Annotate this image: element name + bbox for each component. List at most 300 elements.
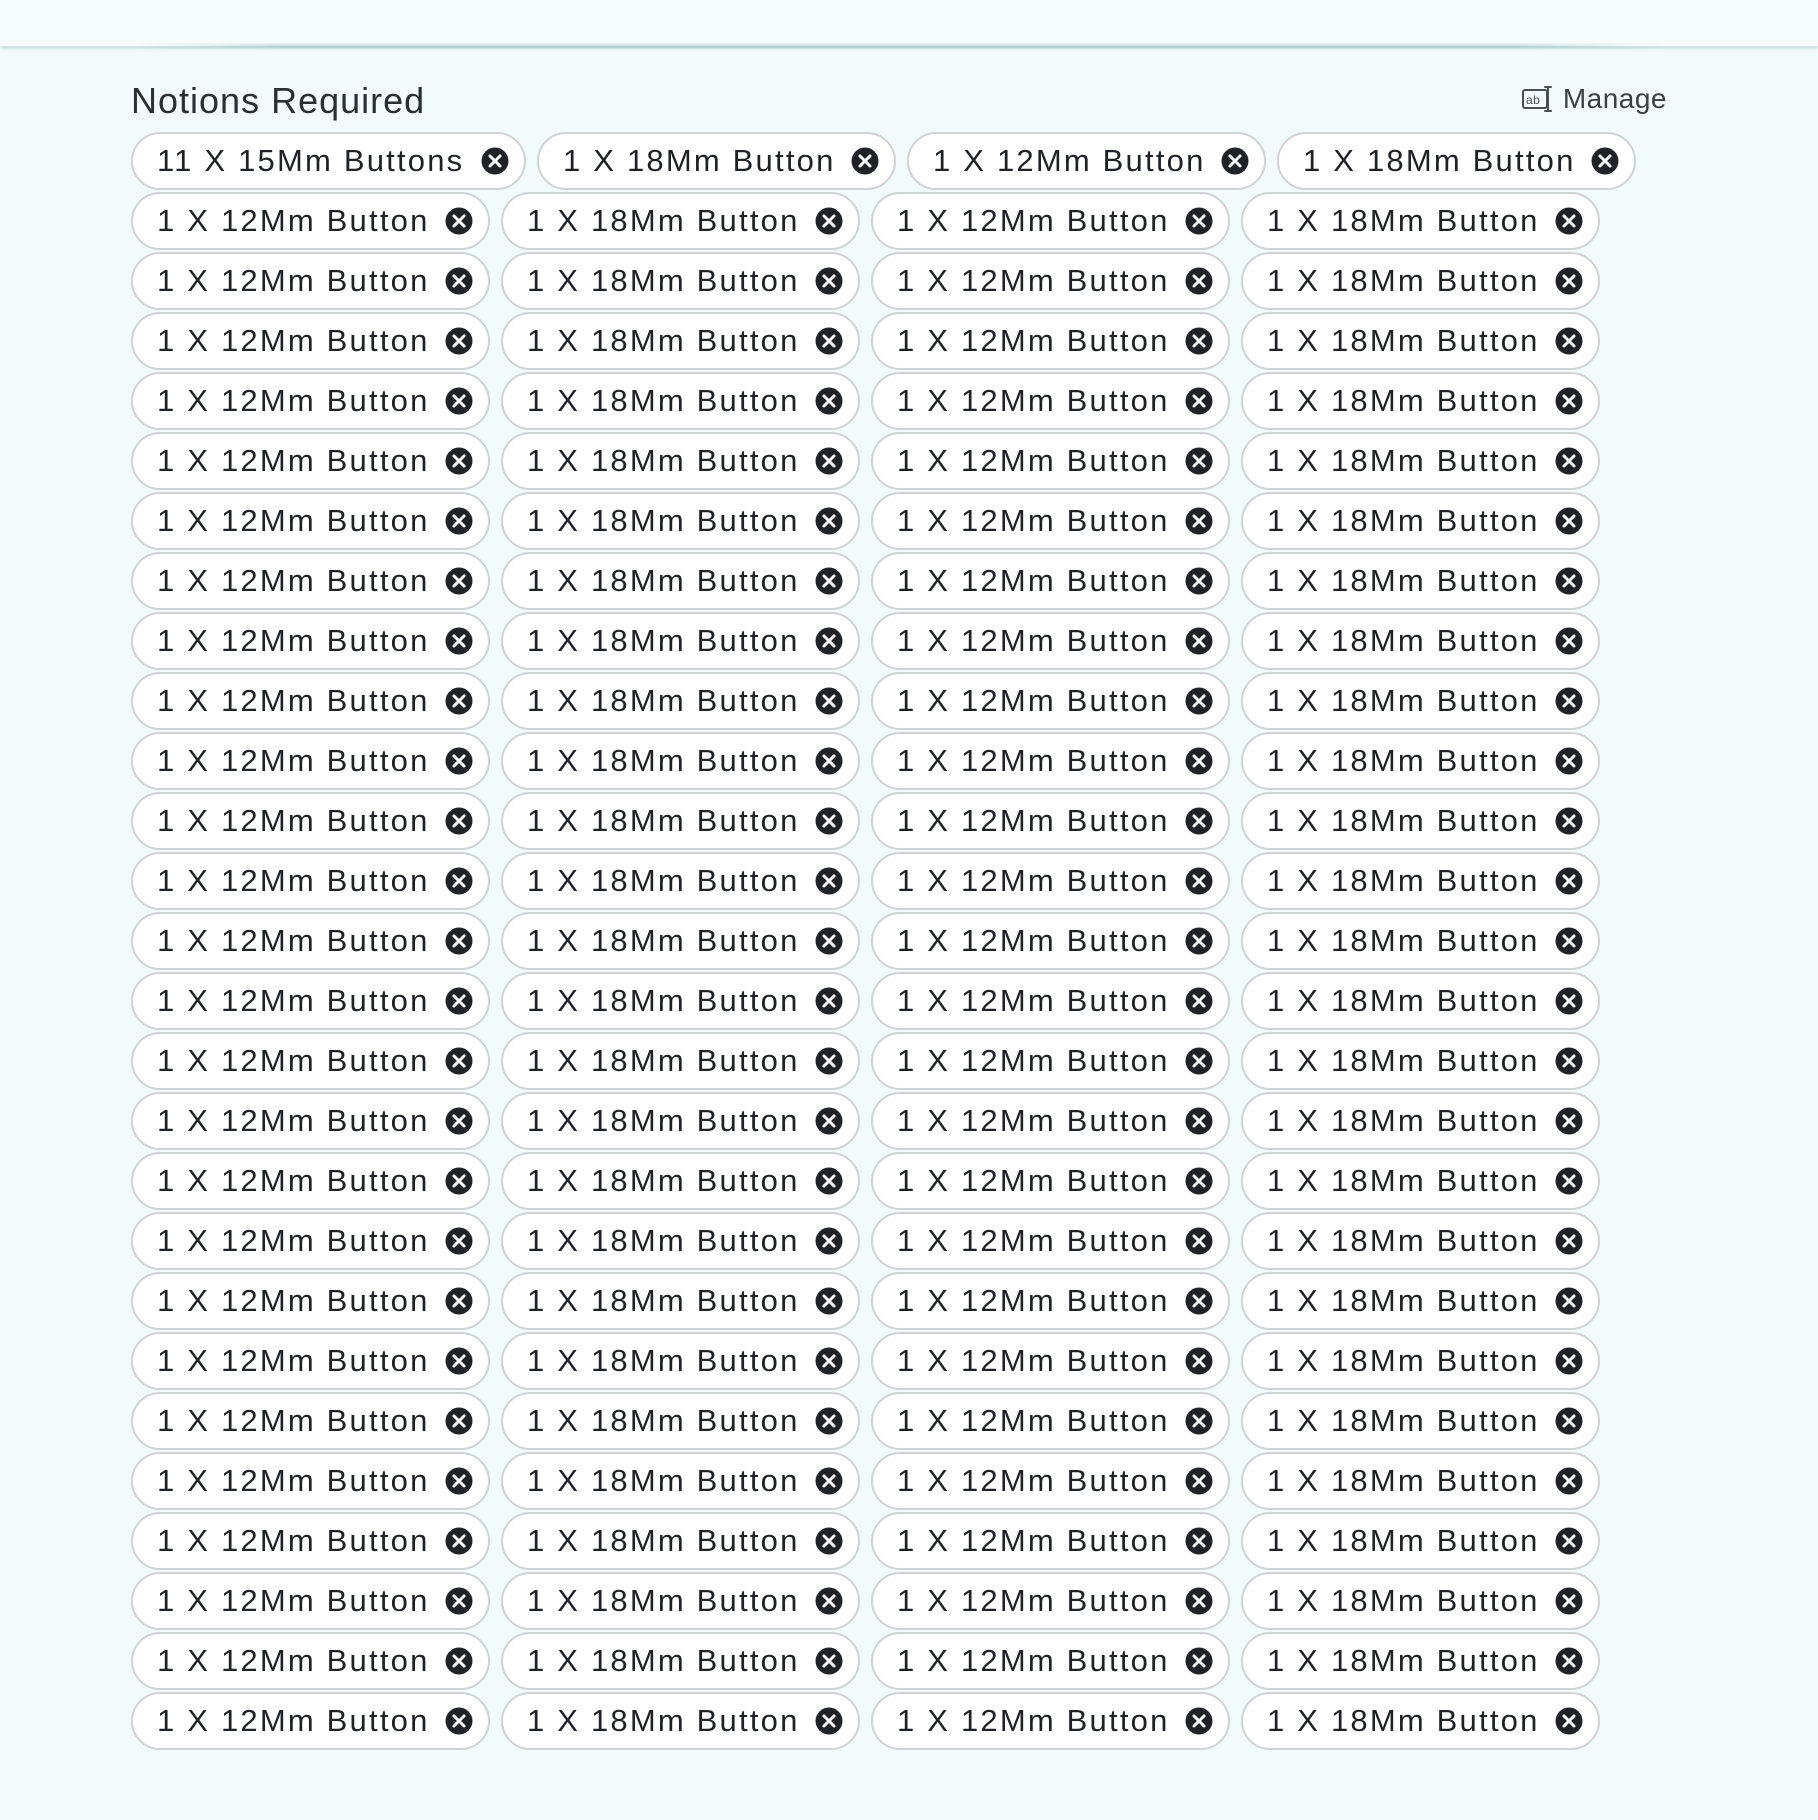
notion-chip-label: 1 X 12Mm Button [157, 1283, 430, 1318]
notion-chip-17[interactable] [131, 372, 490, 430]
notion-chip-label: 1 X 18Mm Button [527, 323, 800, 358]
notion-chip-105[interactable] [131, 1692, 490, 1750]
notion-chip-label: 1 X 18Mm Button [1267, 983, 1540, 1018]
notion-chip-10[interactable] [501, 252, 860, 310]
notion-chip-list [131, 132, 1667, 1752]
notion-chip-label: 1 X 18Mm Button [527, 1283, 800, 1318]
close-circle-icon[interactable] [814, 926, 844, 956]
close-circle-icon[interactable] [814, 266, 844, 296]
notion-chip-82[interactable] [501, 1332, 860, 1390]
close-circle-icon[interactable] [814, 1166, 844, 1196]
notion-chip-label: 1 X 18Mm Button [527, 383, 800, 418]
notion-chip-100[interactable] [1241, 1572, 1600, 1630]
notion-chip-101[interactable] [131, 1632, 490, 1690]
notion-chip-68[interactable] [1241, 1092, 1600, 1150]
notion-chip-label: 1 X 18Mm Button [1267, 1523, 1540, 1558]
close-circle-icon[interactable] [444, 986, 474, 1016]
close-circle-icon[interactable] [814, 1706, 844, 1736]
notion-chip-29[interactable] [131, 552, 490, 610]
notion-chip-55[interactable] [871, 912, 1230, 970]
close-circle-icon[interactable] [1184, 746, 1214, 776]
notion-chip-59[interactable] [871, 972, 1230, 1030]
notion-chip-label: 1 X 18Mm Button [527, 1703, 800, 1738]
close-circle-icon[interactable] [444, 926, 474, 956]
close-circle-icon[interactable] [1554, 266, 1584, 296]
close-circle-icon[interactable] [1554, 1226, 1584, 1256]
close-circle-icon[interactable] [1184, 926, 1214, 956]
close-circle-icon[interactable] [444, 1586, 474, 1616]
close-circle-icon[interactable] [1554, 446, 1584, 476]
close-circle-icon[interactable] [444, 866, 474, 896]
notion-chip-71[interactable] [871, 1152, 1230, 1210]
notion-chip-label: 1 X 18Mm Button [1267, 383, 1540, 418]
notion-chip-label: 1 X 12Mm Button [897, 1043, 1170, 1078]
notion-chip-label: 1 X 12Mm Button [897, 563, 1170, 598]
close-circle-icon[interactable] [1184, 1586, 1214, 1616]
notion-chip-13[interactable] [131, 312, 490, 370]
notion-chip-label: 1 X 18Mm Button [527, 983, 800, 1018]
notion-chip-label: 1 X 18Mm Button [527, 1223, 800, 1258]
notion-chip-87[interactable] [871, 1392, 1230, 1450]
close-circle-icon[interactable] [1554, 806, 1584, 836]
close-circle-icon[interactable] [444, 1466, 474, 1496]
notion-chip-60[interactable] [1241, 972, 1600, 1030]
close-circle-icon[interactable] [1554, 1646, 1584, 1676]
notion-chip-label: 1 X 12Mm Button [897, 1703, 1170, 1738]
notion-chip-label: 1 X 12Mm Button [897, 863, 1170, 898]
notion-chip-12[interactable] [1241, 252, 1600, 310]
close-circle-icon[interactable] [814, 746, 844, 776]
notion-chip-label: 1 X 18Mm Button [527, 623, 800, 658]
notion-chip-label: 1 X 12Mm Button [157, 1583, 430, 1618]
close-circle-icon[interactable] [814, 626, 844, 656]
notion-chip-label: 1 X 12Mm Button [157, 923, 430, 958]
close-circle-icon[interactable] [850, 146, 880, 176]
notion-chip-99[interactable] [871, 1572, 1230, 1630]
notion-chip-label: 1 X 12Mm Button [897, 323, 1170, 358]
notion-chip-103[interactable] [871, 1632, 1230, 1690]
notion-chip-label: 1 X 12Mm Button [897, 1103, 1170, 1138]
close-circle-icon[interactable] [1184, 686, 1214, 716]
notion-chip-label: 1 X 18Mm Button [1267, 1103, 1540, 1138]
close-circle-icon[interactable] [814, 1046, 844, 1076]
notion-chip-66[interactable] [501, 1092, 860, 1150]
close-circle-icon[interactable] [814, 1526, 844, 1556]
close-circle-icon[interactable] [444, 1046, 474, 1076]
close-circle-icon[interactable] [1184, 386, 1214, 416]
notion-chip-label: 1 X 18Mm Button [527, 1643, 800, 1678]
close-circle-icon[interactable] [1554, 1706, 1584, 1736]
close-circle-icon[interactable] [444, 326, 474, 356]
close-circle-icon[interactable] [444, 266, 474, 296]
close-circle-icon[interactable] [814, 1586, 844, 1616]
notion-chip-86[interactable] [501, 1392, 860, 1450]
close-circle-icon[interactable] [1184, 206, 1214, 236]
close-circle-icon[interactable] [1554, 1166, 1584, 1196]
notion-chip-107[interactable] [871, 1692, 1230, 1750]
close-circle-icon[interactable] [1184, 1526, 1214, 1556]
notion-chip-49[interactable] [131, 852, 490, 910]
notion-chip-93[interactable] [131, 1512, 490, 1570]
notion-chip-label: 1 X 12Mm Button [157, 1403, 430, 1438]
notion-chip-83[interactable] [871, 1332, 1230, 1390]
notion-chip-label: 1 X 18Mm Button [1267, 923, 1540, 958]
close-circle-icon[interactable] [1554, 386, 1584, 416]
notion-chip-label: 1 X 12Mm Button [897, 1403, 1170, 1438]
close-circle-icon[interactable] [1184, 866, 1214, 896]
notion-chip-label: 1 X 12Mm Button [157, 503, 430, 538]
notion-chip-89[interactable] [131, 1452, 490, 1510]
notion-chip-72[interactable] [1241, 1152, 1600, 1210]
notion-chip-label: 1 X 12Mm Button [157, 1523, 430, 1558]
close-circle-icon[interactable] [444, 446, 474, 476]
notion-chip-32[interactable] [1241, 552, 1600, 610]
notion-chip-24[interactable] [1241, 432, 1600, 490]
notion-chip-label: 1 X 12Mm Button [897, 1643, 1170, 1678]
close-circle-icon[interactable] [444, 746, 474, 776]
notion-chip-label: 1 X 18Mm Button [527, 1103, 800, 1138]
notion-chip-45[interactable] [131, 792, 490, 850]
notion-chip-label: 1 X 18Mm Button [527, 1523, 800, 1558]
notion-chip-58[interactable] [501, 972, 860, 1030]
close-circle-icon[interactable] [814, 326, 844, 356]
close-circle-icon[interactable] [1554, 1286, 1584, 1316]
notion-chip-37[interactable] [131, 672, 490, 730]
close-circle-icon[interactable] [480, 146, 510, 176]
notion-chip-92[interactable] [1241, 1452, 1600, 1510]
notion-chip-48[interactable] [1241, 792, 1600, 850]
notion-chip-39[interactable] [871, 672, 1230, 730]
notion-chip-78[interactable] [501, 1272, 860, 1330]
notion-chip-label: 1 X 18Mm Button [527, 443, 800, 478]
notion-chip-28[interactable] [1241, 492, 1600, 550]
notion-chip-label: 1 X 12Mm Button [157, 383, 430, 418]
notion-chip-70[interactable] [501, 1152, 860, 1210]
notion-chip-98[interactable] [501, 1572, 860, 1630]
close-circle-icon[interactable] [1554, 506, 1584, 536]
close-circle-icon[interactable] [1554, 986, 1584, 1016]
close-circle-icon[interactable] [814, 1226, 844, 1256]
close-circle-icon[interactable] [1554, 326, 1584, 356]
close-circle-icon[interactable] [1184, 1706, 1214, 1736]
close-circle-icon[interactable] [1184, 806, 1214, 836]
notion-chip-52[interactable] [1241, 852, 1600, 910]
close-circle-icon[interactable] [1554, 1406, 1584, 1436]
notions-required-section [131, 72, 1667, 1820]
notion-chip-label: 1 X 12Mm Button [157, 983, 430, 1018]
notion-chip-47[interactable] [871, 792, 1230, 850]
close-circle-icon[interactable] [1184, 626, 1214, 656]
close-circle-icon[interactable] [814, 1346, 844, 1376]
notion-chip-label: 1 X 18Mm Button [527, 503, 800, 538]
notion-chip-50[interactable] [501, 852, 860, 910]
notion-chip-label: 1 X 12Mm Button [897, 983, 1170, 1018]
notion-chip-label: 1 X 12Mm Button [897, 803, 1170, 838]
notion-chip-label: 1 X 12Mm Button [897, 503, 1170, 538]
notion-chip-label: 1 X 12Mm Button [897, 443, 1170, 478]
close-circle-icon[interactable] [444, 1226, 474, 1256]
notion-chip-label: 1 X 12Mm Button [157, 683, 430, 718]
notion-chip-label: 1 X 12Mm Button [157, 1103, 430, 1138]
close-circle-icon[interactable] [444, 1166, 474, 1196]
notion-chip-label: 1 X 18Mm Button [1267, 683, 1540, 718]
notion-chip-25[interactable] [131, 492, 490, 550]
close-circle-icon[interactable] [1184, 1346, 1214, 1376]
notion-chip-label: 1 X 12Mm Button [897, 1223, 1170, 1258]
notion-chip-label: 1 X 18Mm Button [1267, 563, 1540, 598]
close-circle-icon[interactable] [444, 386, 474, 416]
close-circle-icon[interactable] [1554, 1046, 1584, 1076]
notion-chip-label: 1 X 12Mm Button [157, 443, 430, 478]
notion-chip-26[interactable] [501, 492, 860, 550]
notion-chip-label: 1 X 12Mm Button [157, 1163, 430, 1198]
close-circle-icon[interactable] [1184, 1406, 1214, 1436]
notion-chip-30[interactable] [501, 552, 860, 610]
close-circle-icon[interactable] [814, 1286, 844, 1316]
notion-chip-77[interactable] [131, 1272, 490, 1330]
close-circle-icon[interactable] [444, 626, 474, 656]
close-circle-icon[interactable] [1554, 866, 1584, 896]
notion-chip-46[interactable] [501, 792, 860, 850]
close-circle-icon[interactable] [444, 506, 474, 536]
notion-chip-104[interactable] [1241, 1632, 1600, 1690]
notion-chip-label: 1 X 18Mm Button [1267, 443, 1540, 478]
close-circle-icon[interactable] [814, 206, 844, 236]
close-circle-icon[interactable] [1184, 1286, 1214, 1316]
notion-chip-22[interactable] [501, 432, 860, 490]
notion-chip-31[interactable] [871, 552, 1230, 610]
notion-chip-40[interactable] [1241, 672, 1600, 730]
manage-button[interactable] [1521, 83, 1667, 115]
notion-chip-label: 1 X 18Mm Button [1267, 503, 1540, 538]
close-circle-icon[interactable] [814, 806, 844, 836]
close-circle-icon[interactable] [1184, 1166, 1214, 1196]
close-circle-icon[interactable] [1184, 1466, 1214, 1496]
close-circle-icon[interactable] [814, 566, 844, 596]
notion-chip-label: 1 X 18Mm Button [527, 1343, 800, 1378]
close-circle-icon[interactable] [444, 566, 474, 596]
notion-chip-11[interactable] [871, 252, 1230, 310]
notion-chip-75[interactable] [871, 1212, 1230, 1270]
notion-chip-label: 1 X 18Mm Button [1267, 743, 1540, 778]
notion-chip-label: 1 X 12Mm Button [157, 203, 430, 238]
notion-chip-4[interactable] [1277, 132, 1636, 190]
notion-chip-label: 1 X 18Mm Button [563, 143, 836, 178]
notion-chip-38[interactable] [501, 672, 860, 730]
notion-chip-84[interactable] [1241, 1332, 1600, 1390]
close-circle-icon[interactable] [814, 1106, 844, 1136]
notion-chip-65[interactable] [131, 1092, 490, 1150]
notion-chip-76[interactable] [1241, 1212, 1600, 1270]
close-circle-icon[interactable] [1184, 566, 1214, 596]
notion-chip-67[interactable] [871, 1092, 1230, 1150]
notion-chip-label: 1 X 12Mm Button [897, 1583, 1170, 1618]
notion-chip-label: 1 X 18Mm Button [527, 263, 800, 298]
close-circle-icon[interactable] [444, 1346, 474, 1376]
close-circle-icon[interactable] [1184, 1646, 1214, 1676]
close-circle-icon[interactable] [444, 1526, 474, 1556]
notion-chip-62[interactable] [501, 1032, 860, 1090]
notion-chip-88[interactable] [1241, 1392, 1600, 1450]
notion-chip-90[interactable] [501, 1452, 860, 1510]
notion-chip-20[interactable] [1241, 372, 1600, 430]
close-circle-icon[interactable] [1184, 1106, 1214, 1136]
close-circle-icon[interactable] [1554, 1466, 1584, 1496]
notion-chip-label: 11 X 15Mm Buttons [157, 143, 465, 178]
close-circle-icon[interactable] [444, 1646, 474, 1676]
close-circle-icon[interactable] [444, 686, 474, 716]
close-circle-icon[interactable] [814, 686, 844, 716]
notion-chip-54[interactable] [501, 912, 860, 970]
notion-chip-18[interactable] [501, 372, 860, 430]
notion-chip-label: 1 X 12Mm Button [157, 863, 430, 898]
notion-chip-label: 1 X 12Mm Button [897, 263, 1170, 298]
close-circle-icon[interactable] [1184, 986, 1214, 1016]
close-circle-icon[interactable] [444, 1286, 474, 1316]
close-circle-icon[interactable] [1554, 626, 1584, 656]
close-circle-icon[interactable] [814, 386, 844, 416]
close-circle-icon[interactable] [444, 806, 474, 836]
notion-chip-label: 1 X 18Mm Button [1267, 1343, 1540, 1378]
notion-chip-label: 1 X 18Mm Button [527, 1403, 800, 1438]
notion-chip-label: 1 X 18Mm Button [1267, 323, 1540, 358]
close-circle-icon[interactable] [1184, 446, 1214, 476]
close-circle-icon[interactable] [1554, 686, 1584, 716]
notion-chip-1[interactable] [131, 132, 526, 190]
notion-chip-label: 1 X 18Mm Button [527, 1163, 800, 1198]
notion-chip-label: 1 X 12Mm Button [897, 1523, 1170, 1558]
notion-chip-64[interactable] [1241, 1032, 1600, 1090]
notion-chip-44[interactable] [1241, 732, 1600, 790]
notion-chip-label: 1 X 18Mm Button [527, 803, 800, 838]
notion-chip-label: 1 X 18Mm Button [1267, 1223, 1540, 1258]
notion-chip-label: 1 X 12Mm Button [897, 1283, 1170, 1318]
notion-chip-74[interactable] [501, 1212, 860, 1270]
notion-chip-80[interactable] [1241, 1272, 1600, 1330]
notion-chip-94[interactable] [501, 1512, 860, 1570]
close-circle-icon[interactable] [814, 506, 844, 536]
section-header [131, 72, 1667, 128]
notion-chip-label: 1 X 12Mm Button [157, 1703, 430, 1738]
close-circle-icon[interactable] [1184, 326, 1214, 356]
notion-chip-102[interactable] [501, 1632, 860, 1690]
notion-chip-15[interactable] [871, 312, 1230, 370]
notion-chip-106[interactable] [501, 1692, 860, 1750]
notion-chip-91[interactable] [871, 1452, 1230, 1510]
close-circle-icon[interactable] [814, 866, 844, 896]
close-circle-icon[interactable] [1554, 1526, 1584, 1556]
notion-chip-label: 1 X 18Mm Button [527, 1583, 800, 1618]
close-circle-icon[interactable] [1554, 1346, 1584, 1376]
close-circle-icon[interactable] [1220, 146, 1250, 176]
close-circle-icon[interactable] [444, 1106, 474, 1136]
notion-chip-8[interactable] [1241, 192, 1600, 250]
notion-chip-2[interactable] [537, 132, 896, 190]
notion-chip-33[interactable] [131, 612, 490, 670]
close-circle-icon[interactable] [1554, 206, 1584, 236]
notion-chip-label: 1 X 12Mm Button [157, 1643, 430, 1678]
notion-chip-97[interactable] [131, 1572, 490, 1630]
notion-chip-69[interactable] [131, 1152, 490, 1210]
close-circle-icon[interactable] [814, 1406, 844, 1436]
notion-chip-9[interactable] [131, 252, 490, 310]
notion-chip-label: 1 X 12Mm Button [897, 623, 1170, 658]
close-circle-icon[interactable] [814, 986, 844, 1016]
notion-chip-35[interactable] [871, 612, 1230, 670]
notion-chip-23[interactable] [871, 432, 1230, 490]
close-circle-icon[interactable] [1184, 266, 1214, 296]
close-circle-icon[interactable] [444, 1406, 474, 1436]
notion-chip-27[interactable] [871, 492, 1230, 550]
close-circle-icon[interactable] [444, 1706, 474, 1736]
notion-chip-73[interactable] [131, 1212, 490, 1270]
text-field-edit-icon [1521, 85, 1553, 113]
notion-chip-label: 1 X 12Mm Button [897, 683, 1170, 718]
notion-chip-label: 1 X 12Mm Button [933, 143, 1206, 178]
close-circle-icon[interactable] [814, 1646, 844, 1676]
top-bar-shadow [131, 44, 1665, 48]
close-circle-icon[interactable] [1554, 926, 1584, 956]
notion-chip-79[interactable] [871, 1272, 1230, 1330]
notion-chip-14[interactable] [501, 312, 860, 370]
notion-chip-21[interactable] [131, 432, 490, 490]
notion-chip-3[interactable] [907, 132, 1266, 190]
close-circle-icon[interactable] [1590, 146, 1620, 176]
notion-chip-43[interactable] [871, 732, 1230, 790]
notion-chip-label: 1 X 18Mm Button [527, 743, 800, 778]
notion-chip-16[interactable] [1241, 312, 1600, 370]
notion-chip-label: 1 X 12Mm Button [157, 1343, 430, 1378]
notion-chip-label: 1 X 18Mm Button [1267, 1703, 1540, 1738]
notion-chip-51[interactable] [871, 852, 1230, 910]
notion-chip-label: 1 X 12Mm Button [897, 743, 1170, 778]
close-circle-icon[interactable] [814, 446, 844, 476]
close-circle-icon[interactable] [1184, 1046, 1214, 1076]
notion-chip-95[interactable] [871, 1512, 1230, 1570]
notion-chip-96[interactable] [1241, 1512, 1600, 1570]
notion-chip-53[interactable] [131, 912, 490, 970]
close-circle-icon[interactable] [1554, 1106, 1584, 1136]
notion-chip-85[interactable] [131, 1392, 490, 1450]
notion-chip-56[interactable] [1241, 912, 1600, 970]
close-circle-icon[interactable] [1554, 1586, 1584, 1616]
notion-chip-label: 1 X 18Mm Button [1267, 863, 1540, 898]
notion-chip-label: 1 X 18Mm Button [1267, 203, 1540, 238]
notion-chip-6[interactable] [501, 192, 860, 250]
notion-chip-7[interactable] [871, 192, 1230, 250]
notion-chip-label: 1 X 18Mm Button [1267, 1283, 1540, 1318]
close-circle-icon[interactable] [1554, 566, 1584, 596]
notion-chip-41[interactable] [131, 732, 490, 790]
close-circle-icon[interactable] [1184, 506, 1214, 536]
notion-chip-57[interactable] [131, 972, 490, 1030]
notion-chip-34[interactable] [501, 612, 860, 670]
section-title: Notions Required [131, 80, 426, 121]
notion-chip-label: 1 X 18Mm Button [1267, 1403, 1540, 1438]
notion-chip-61[interactable] [131, 1032, 490, 1090]
notion-chip-36[interactable] [1241, 612, 1600, 670]
close-circle-icon[interactable] [1554, 746, 1584, 776]
close-circle-icon[interactable] [1184, 1226, 1214, 1256]
notion-chip-63[interactable] [871, 1032, 1230, 1090]
notion-chip-81[interactable] [131, 1332, 490, 1390]
notion-chip-108[interactable] [1241, 1692, 1600, 1750]
close-circle-icon[interactable] [814, 1466, 844, 1496]
notion-chip-42[interactable] [501, 732, 860, 790]
notion-chip-5[interactable] [131, 192, 490, 250]
notion-chip-19[interactable] [871, 372, 1230, 430]
close-circle-icon[interactable] [444, 206, 474, 236]
